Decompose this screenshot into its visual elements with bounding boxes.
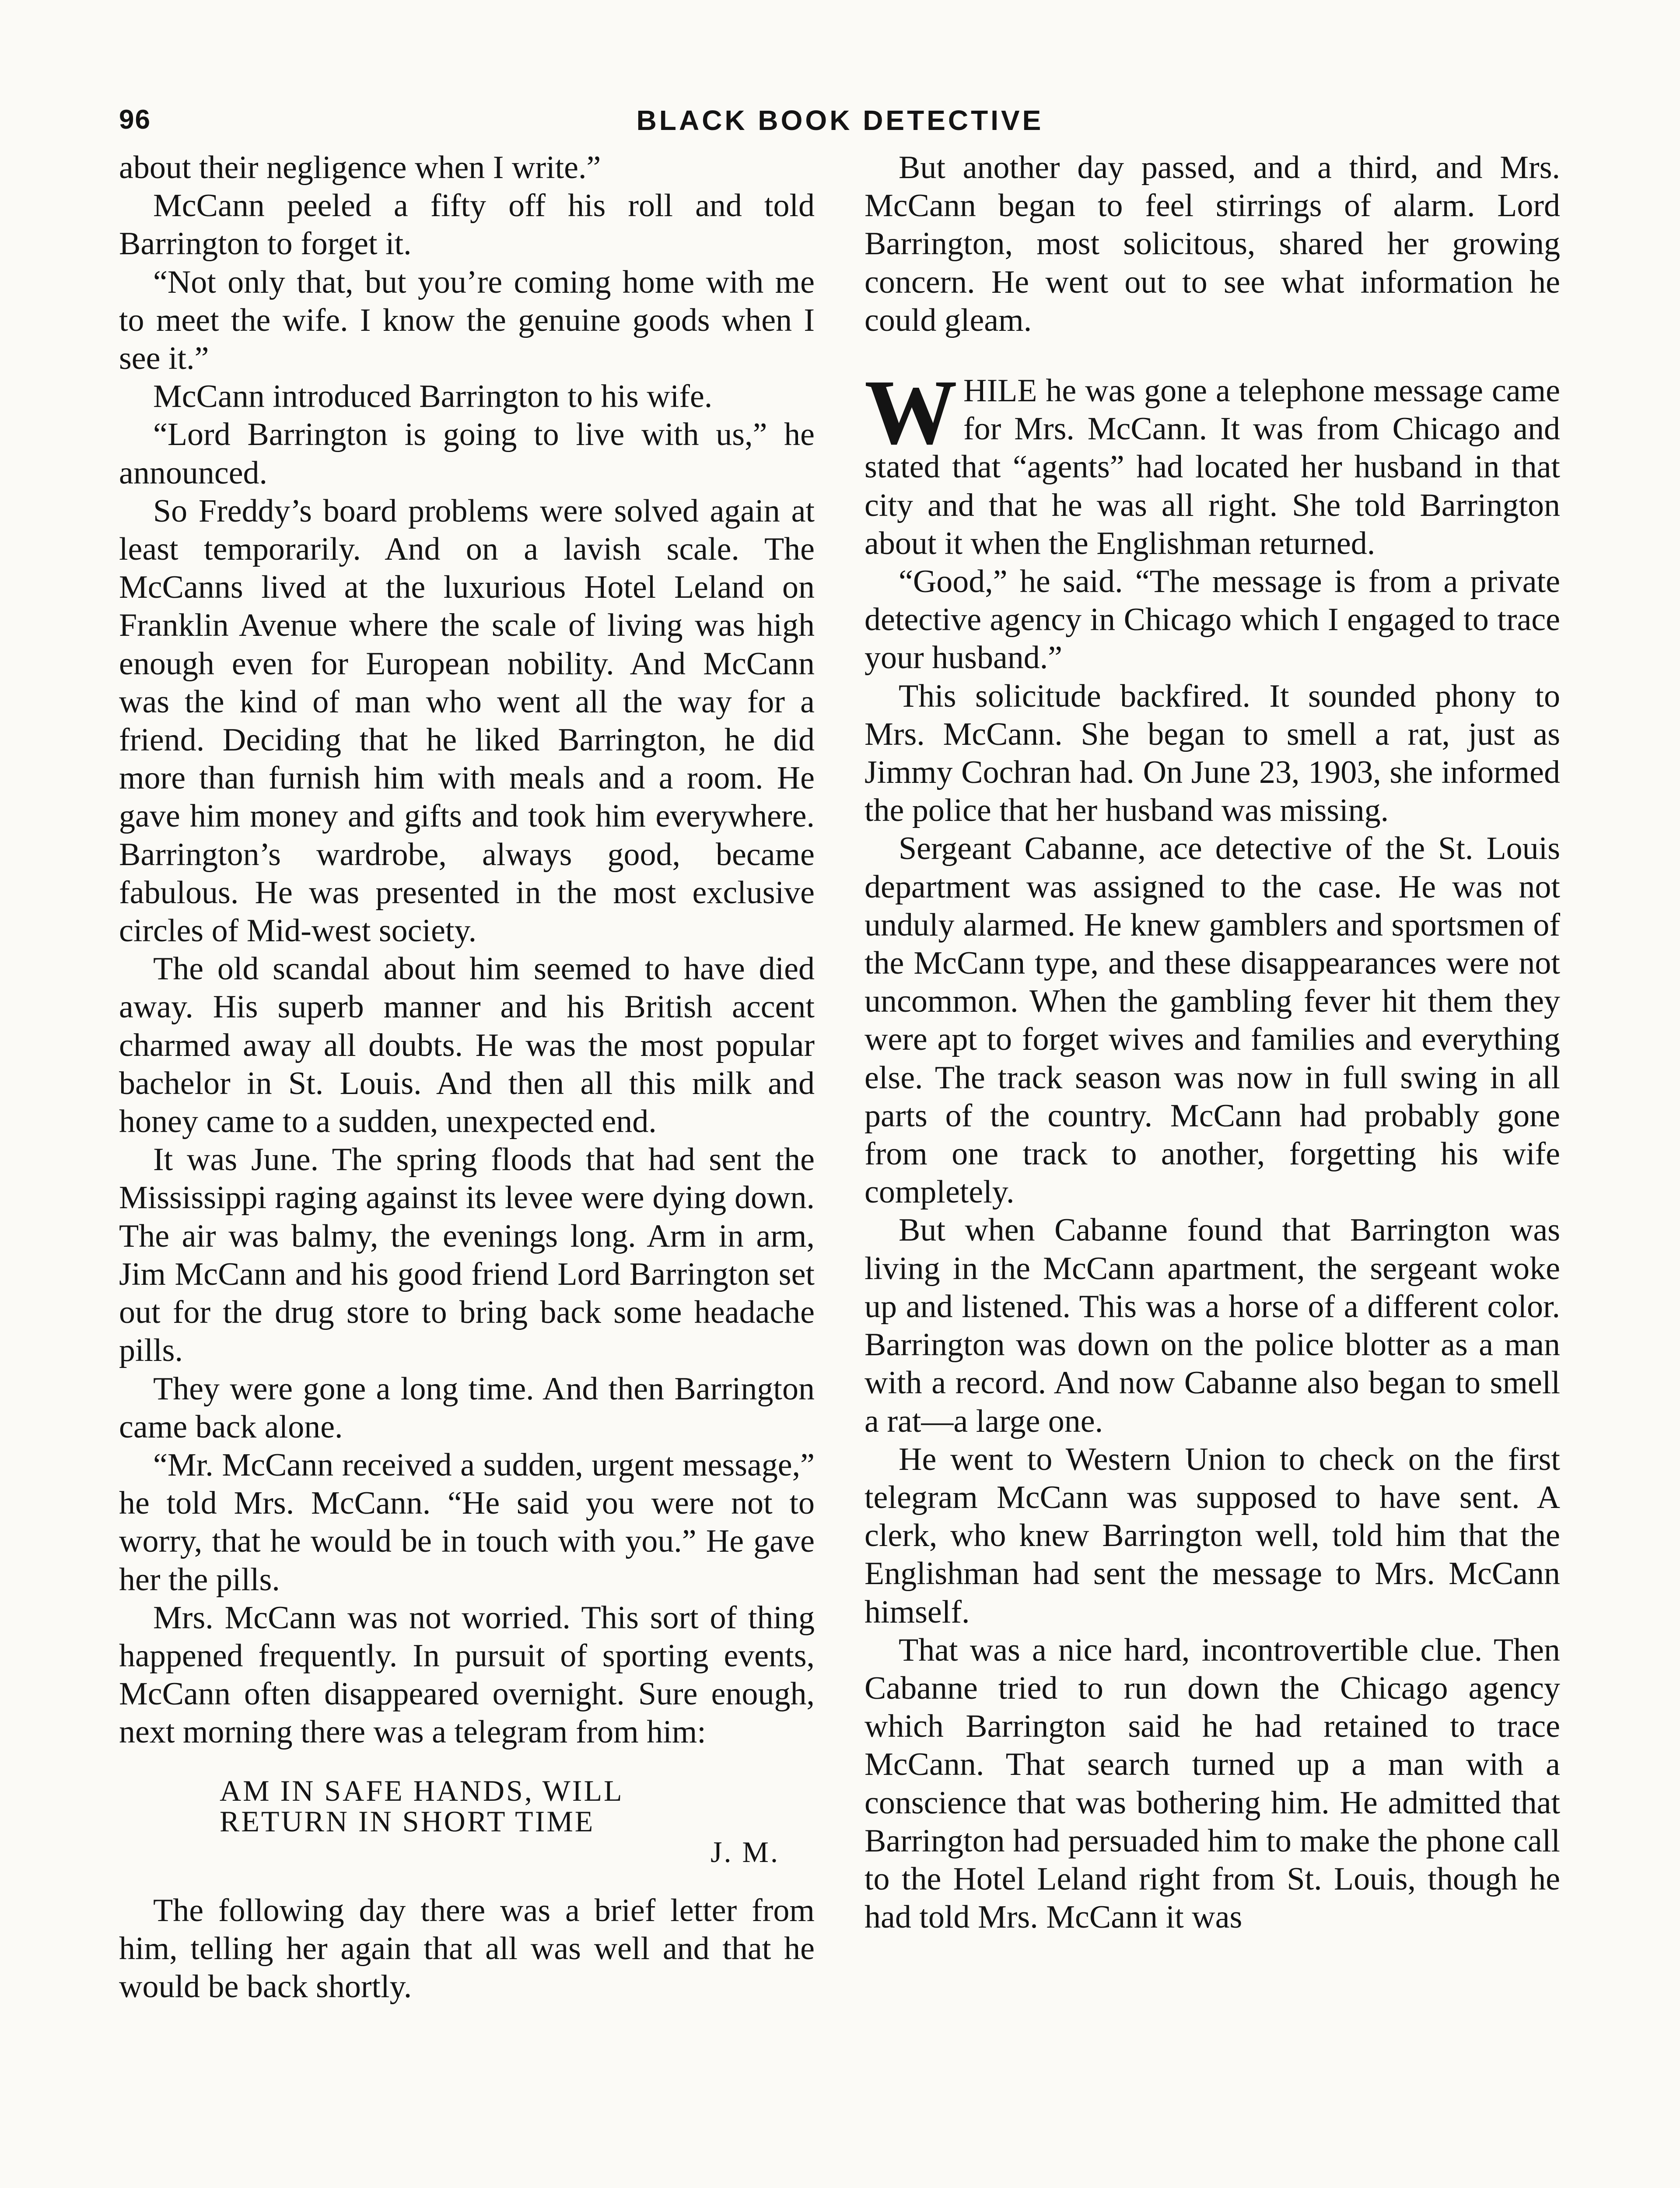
paragraph: He went to Western Union to check on the first telegram McCann was supposed to have sent. A clerk, who knew Barrington well, told him that the Englishman had sent the message to Mrs. McCann himself.	[864, 1441, 1560, 1630]
paragraph: The old scandal about him seemed to have died away. His superb manner and his British accent charmed away all doubts. He was the most popular bachelor in St. Louis. And then all this milk and honey came to a sudden, unexpected end.	[119, 951, 815, 1140]
drop-cap-paragraph-text: HILE he was gone a telephone message came for Mrs. McCann. It was from Chicago and stated that “agents” had located her husband in that city and that he was all right. She told Barrington about it when the Englishman returned.	[864, 373, 1560, 561]
paragraph: McCann introduced Barrington to his wife.	[153, 379, 713, 415]
paragraph: “Good,” he said. “The message is from a private detective agency in Chicago which I engaged to trace your husband.”	[864, 564, 1560, 676]
drop-cap: W	[864, 361, 957, 464]
drop-cap-paragraph	[864, 361, 1560, 563]
paragraph: So Freddy’s board problems were solved again at least temporarily. And on a lavish scale. The McCanns lived at the luxurious Hotel Leland on Franklin Avenue where the scale of living was high enough even for European nobility. And McCann was the kind of man who went all the way for a friend. Deciding that he liked Barrington, he did more than furnish him with meals and a room. He gave him money and gifts and took him everywhere. Barrington’s wardrobe, always good, became fabulous. He was presented in the most exclusive circles of Mid-west society.	[119, 493, 815, 949]
paragraph: Sergeant Cabanne, ace detective of the St. Louis department was assigned to the case. He was not unduly alarmed. He knew gamblers and sportsmen of the McCann type, and these disappearances were not uncommon. When the gambling fever hit them they were apt to forget wives and families and everything else. The track season was now in full swing in all parts of the country. McCann had probably gone from one track to another, forgetting his wife completely.	[864, 831, 1560, 1210]
paragraph: The following day there was a brief letter from him, telling her again that all was well and that he would be back shortly.	[119, 1892, 815, 2005]
paragraph: “Not only that, but you’re coming home with me to meet the wife. I know the genuine goods when I see it.”	[119, 264, 815, 377]
left-column	[119, 149, 815, 2188]
page-number: 96	[119, 105, 151, 135]
section-break	[864, 340, 1560, 372]
paragraph: about their negligence when I write.”	[119, 150, 601, 186]
telegram-text	[119, 1775, 815, 1867]
paragraph: But another day passed, and a third, and Mrs. McCann began to feel stirrings of alarm. Lord Barrington, most solicitous, shared her growing concern. He went out to see what information he could gleam.	[864, 150, 1560, 338]
telegram-line: RETURN IN SHORT TIME	[220, 1804, 595, 1838]
paragraph: McCann peeled a fifty off his roll and told Barrington to forget it.	[119, 188, 815, 262]
telegram-line: AM IN SAFE HANDS, WILL	[220, 1774, 624, 1807]
paragraph: “Lord Barrington is going to live with us,” he announced.	[119, 417, 815, 491]
paragraph: But when Cabanne found that Barrington was living in the McCann apartment, the sergeant woke up and listened. This was a horse of a different color. Barrington was down on the police blotter as a man with a record. And now Cabanne also began to smell a rat—a large one.	[864, 1212, 1560, 1439]
page-header	[119, 104, 1561, 144]
paragraph: This solicitude backfired. It sounded phony to Mrs. McCann. She began to smell a rat, just as Jimmy Cochran had. On June 23, 1903, she informed the police that her husband was missing.	[864, 678, 1560, 829]
paragraph: It was June. The spring floods that had sent the Mississippi raging against its levee were dying down. The air was balmy, the evenings long. Arm in arm, Jim McCann and his good friend Lord Barrington set out for the drug store to bring back some headache pills.	[119, 1142, 815, 1369]
paragraph: Mrs. McCann was not worried. This sort of thing happened frequently. In pursuit of sporting events, McCann often disappeared overnight. Sure enough, next morning there was a telegram from him:	[119, 1599, 815, 1750]
paragraph: That was a nice hard, incontrovertible clue. Then Cabanne tried to run down the Chicago agency which Barrington said he had retained to trace McCann. That search turned up a man with a conscience that was bothering him. He admitted that Barrington had persuaded him to make the phone call to the Hotel Leland right from St. Louis, though he had told Mrs. McCann it was	[864, 1632, 1560, 1936]
paragraph: “Mr. McCann received a sudden, urgent message,” he told Mrs. McCann. “He said you were not to worry, that he would be in touch with you.” He gave her the pills.	[119, 1447, 815, 1598]
magazine-title: BLACK BOOK DETECTIVE	[636, 105, 1044, 136]
right-column	[864, 149, 1560, 2188]
telegram-signature: J. M.	[710, 1835, 780, 1869]
paragraph: They were gone a long time. And then Barrington came back alone.	[119, 1371, 815, 1445]
